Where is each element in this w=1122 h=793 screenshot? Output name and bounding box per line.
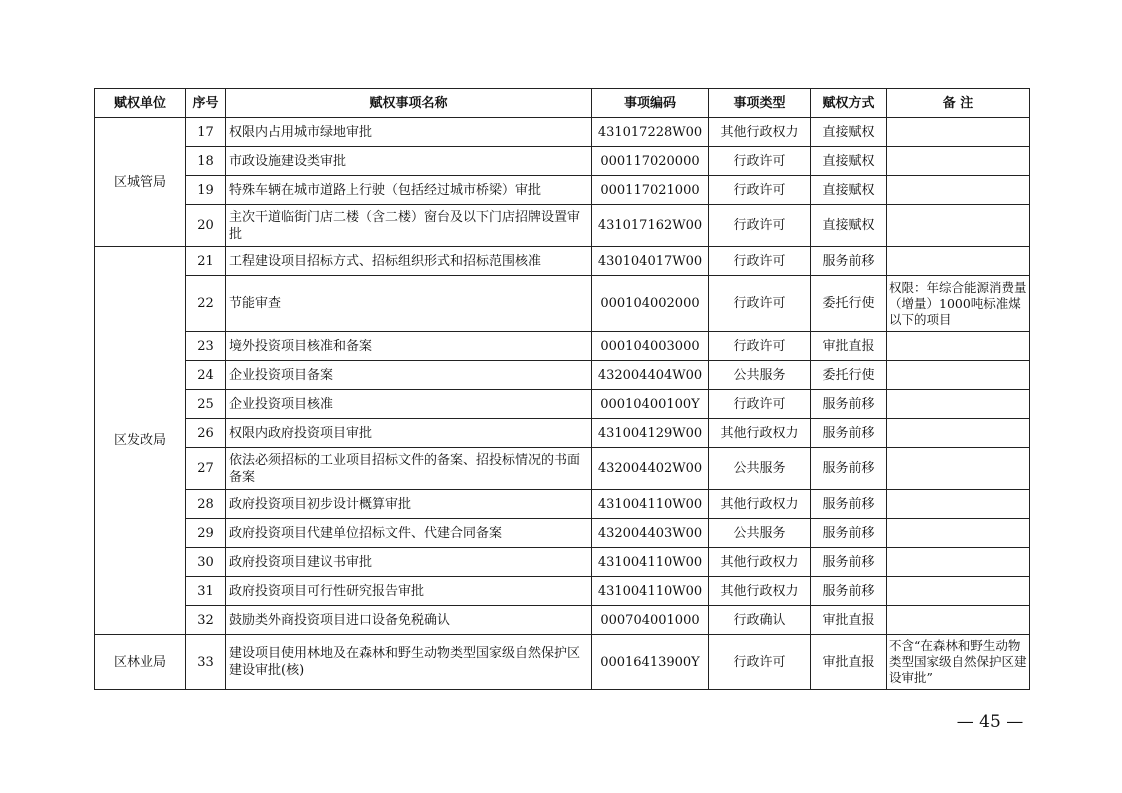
item-type-cell: 公共服务 [709,361,811,390]
item-type-cell: 其他行政权力 [709,118,811,147]
table-row [95,276,1030,332]
item-name-cell: 节能审查 [226,276,592,332]
item-code-cell: 431017228W00 [592,118,709,147]
method-cell: 审批直报 [811,635,887,690]
item-name-cell: 企业投资项目核准 [226,390,592,419]
item-type-cell: 其他行政权力 [709,577,811,606]
item-code-cell: 430104017W00 [592,247,709,276]
item-name-cell: 企业投资项目备案 [226,361,592,390]
item-code-cell: 431004110W00 [592,548,709,577]
note-cell [887,118,1030,147]
item-type-cell: 行政许可 [709,176,811,205]
method-cell: 审批直报 [811,332,887,361]
method-cell: 服务前移 [811,490,887,519]
note-cell [887,176,1030,205]
item-code-cell: 432004402W00 [592,448,709,490]
method-cell: 直接赋权 [811,205,887,247]
item-name-cell: 主次干道临街门店二楼（含二楼）窗台及以下门店招牌设置审批 [226,205,592,247]
item-type-cell: 其他行政权力 [709,419,811,448]
item-type-cell: 行政许可 [709,247,811,276]
item-type-cell: 行政许可 [709,147,811,176]
item-type-cell: 公共服务 [709,519,811,548]
table-row [95,419,1030,448]
item-type-cell: 公共服务 [709,448,811,490]
item-code-cell: 431017162W00 [592,205,709,247]
item-name-cell: 政府投资项目代建单位招标文件、代建合同备案 [226,519,592,548]
method-cell: 委托行使 [811,361,887,390]
item-name-cell: 政府投资项目建议书审批 [226,548,592,577]
note-cell [887,577,1030,606]
item-code-cell: 00010400100Y [592,390,709,419]
header-note: 备 注 [887,89,1030,118]
method-cell: 审批直报 [811,606,887,635]
table-row [95,205,1030,247]
item-type-cell: 其他行政权力 [709,548,811,577]
note-cell: 权限：年综合能源消费量（增量）1000吨标准煤以下的项目 [887,276,1030,332]
header-number: 序号 [186,89,226,118]
number-cell: 29 [186,519,226,548]
table-body [95,118,1030,690]
header-item-type: 事项类型 [709,89,811,118]
item-code-cell: 000104003000 [592,332,709,361]
table-row [95,635,1030,690]
item-name-cell: 权限内政府投资项目审批 [226,419,592,448]
method-cell: 服务前移 [811,548,887,577]
number-cell: 24 [186,361,226,390]
item-name-cell: 市政设施建设类审批 [226,147,592,176]
header-unit: 赋权单位 [95,89,186,118]
item-type-cell: 行政确认 [709,606,811,635]
item-code-cell: 431004129W00 [592,419,709,448]
method-cell: 直接赋权 [811,176,887,205]
header-item-name: 赋权事项名称 [226,89,592,118]
table-row [95,247,1030,276]
page-number: — 45 — [956,712,1024,732]
note-cell [887,247,1030,276]
number-cell: 17 [186,118,226,147]
table-row [95,147,1030,176]
item-type-cell: 行政许可 [709,332,811,361]
number-cell: 30 [186,548,226,577]
item-type-cell: 行政许可 [709,205,811,247]
item-name-cell: 工程建设项目招标方式、招标组织形式和招标范围核准 [226,247,592,276]
unit-cell: 区发改局 [95,247,186,635]
item-name-cell: 建设项目使用林地及在森林和野生动物类型国家级自然保护区建设审批(核) [226,635,592,690]
item-name-cell: 特殊车辆在城市道路上行驶（包括经过城市桥梁）审批 [226,176,592,205]
table-row [95,606,1030,635]
header-method: 赋权方式 [811,89,887,118]
note-cell [887,147,1030,176]
item-name-cell: 政府投资项目可行性研究报告审批 [226,577,592,606]
item-type-cell: 行政许可 [709,276,811,332]
item-name-cell: 权限内占用城市绿地审批 [226,118,592,147]
note-cell [887,332,1030,361]
table-row [95,390,1030,419]
item-code-cell: 000117020000 [592,147,709,176]
item-code-cell: 000117021000 [592,176,709,205]
method-cell: 直接赋权 [811,147,887,176]
item-code-cell: 00016413900Y [592,635,709,690]
item-code-cell: 000704001000 [592,606,709,635]
method-cell: 服务前移 [811,247,887,276]
item-code-cell: 431004110W00 [592,577,709,606]
number-cell: 20 [186,205,226,247]
item-type-cell: 其他行政权力 [709,490,811,519]
number-cell: 28 [186,490,226,519]
table-row [95,118,1030,147]
method-cell: 服务前移 [811,577,887,606]
method-cell: 服务前移 [811,519,887,548]
note-cell [887,519,1030,548]
unit-cell: 区林业局 [95,635,186,690]
table-row [95,176,1030,205]
item-code-cell: 431004110W00 [592,490,709,519]
number-cell: 27 [186,448,226,490]
header-item-code: 事项编码 [592,89,709,118]
note-cell [887,390,1030,419]
note-cell [887,490,1030,519]
table-row [95,332,1030,361]
item-name-cell: 依法必须招标的工业项目招标文件的备案、招投标情况的书面备案 [226,448,592,490]
number-cell: 19 [186,176,226,205]
item-type-cell: 行政许可 [709,635,811,690]
table-row [95,490,1030,519]
number-cell: 33 [186,635,226,690]
item-code-cell: 432004403W00 [592,519,709,548]
number-cell: 32 [186,606,226,635]
number-cell: 23 [186,332,226,361]
item-name-cell: 政府投资项目初步设计概算审批 [226,490,592,519]
item-code-cell: 432004404W00 [592,361,709,390]
table-row [95,361,1030,390]
number-cell: 26 [186,419,226,448]
method-cell: 服务前移 [811,419,887,448]
method-cell: 服务前移 [811,448,887,490]
number-cell: 18 [186,147,226,176]
note-cell [887,548,1030,577]
item-name-cell: 境外投资项目核准和备案 [226,332,592,361]
note-cell [887,606,1030,635]
table-row [95,548,1030,577]
authorization-table [94,88,1030,690]
note-cell [887,419,1030,448]
item-name-cell: 鼓励类外商投资项目进口设备免税确认 [226,606,592,635]
note-cell [887,205,1030,247]
number-cell: 22 [186,276,226,332]
unit-cell: 区城管局 [95,118,186,247]
item-type-cell: 行政许可 [709,390,811,419]
number-cell: 25 [186,390,226,419]
number-cell: 31 [186,577,226,606]
note-cell [887,361,1030,390]
table-row [95,577,1030,606]
table-header-row [95,89,1030,118]
method-cell: 委托行使 [811,276,887,332]
table-row [95,448,1030,490]
note-cell [887,448,1030,490]
number-cell: 21 [186,247,226,276]
method-cell: 服务前移 [811,390,887,419]
table-row [95,519,1030,548]
method-cell: 直接赋权 [811,118,887,147]
item-code-cell: 000104002000 [592,276,709,332]
note-cell: 不含“在森林和野生动物类型国家级自然保护区建设审批” [887,635,1030,690]
